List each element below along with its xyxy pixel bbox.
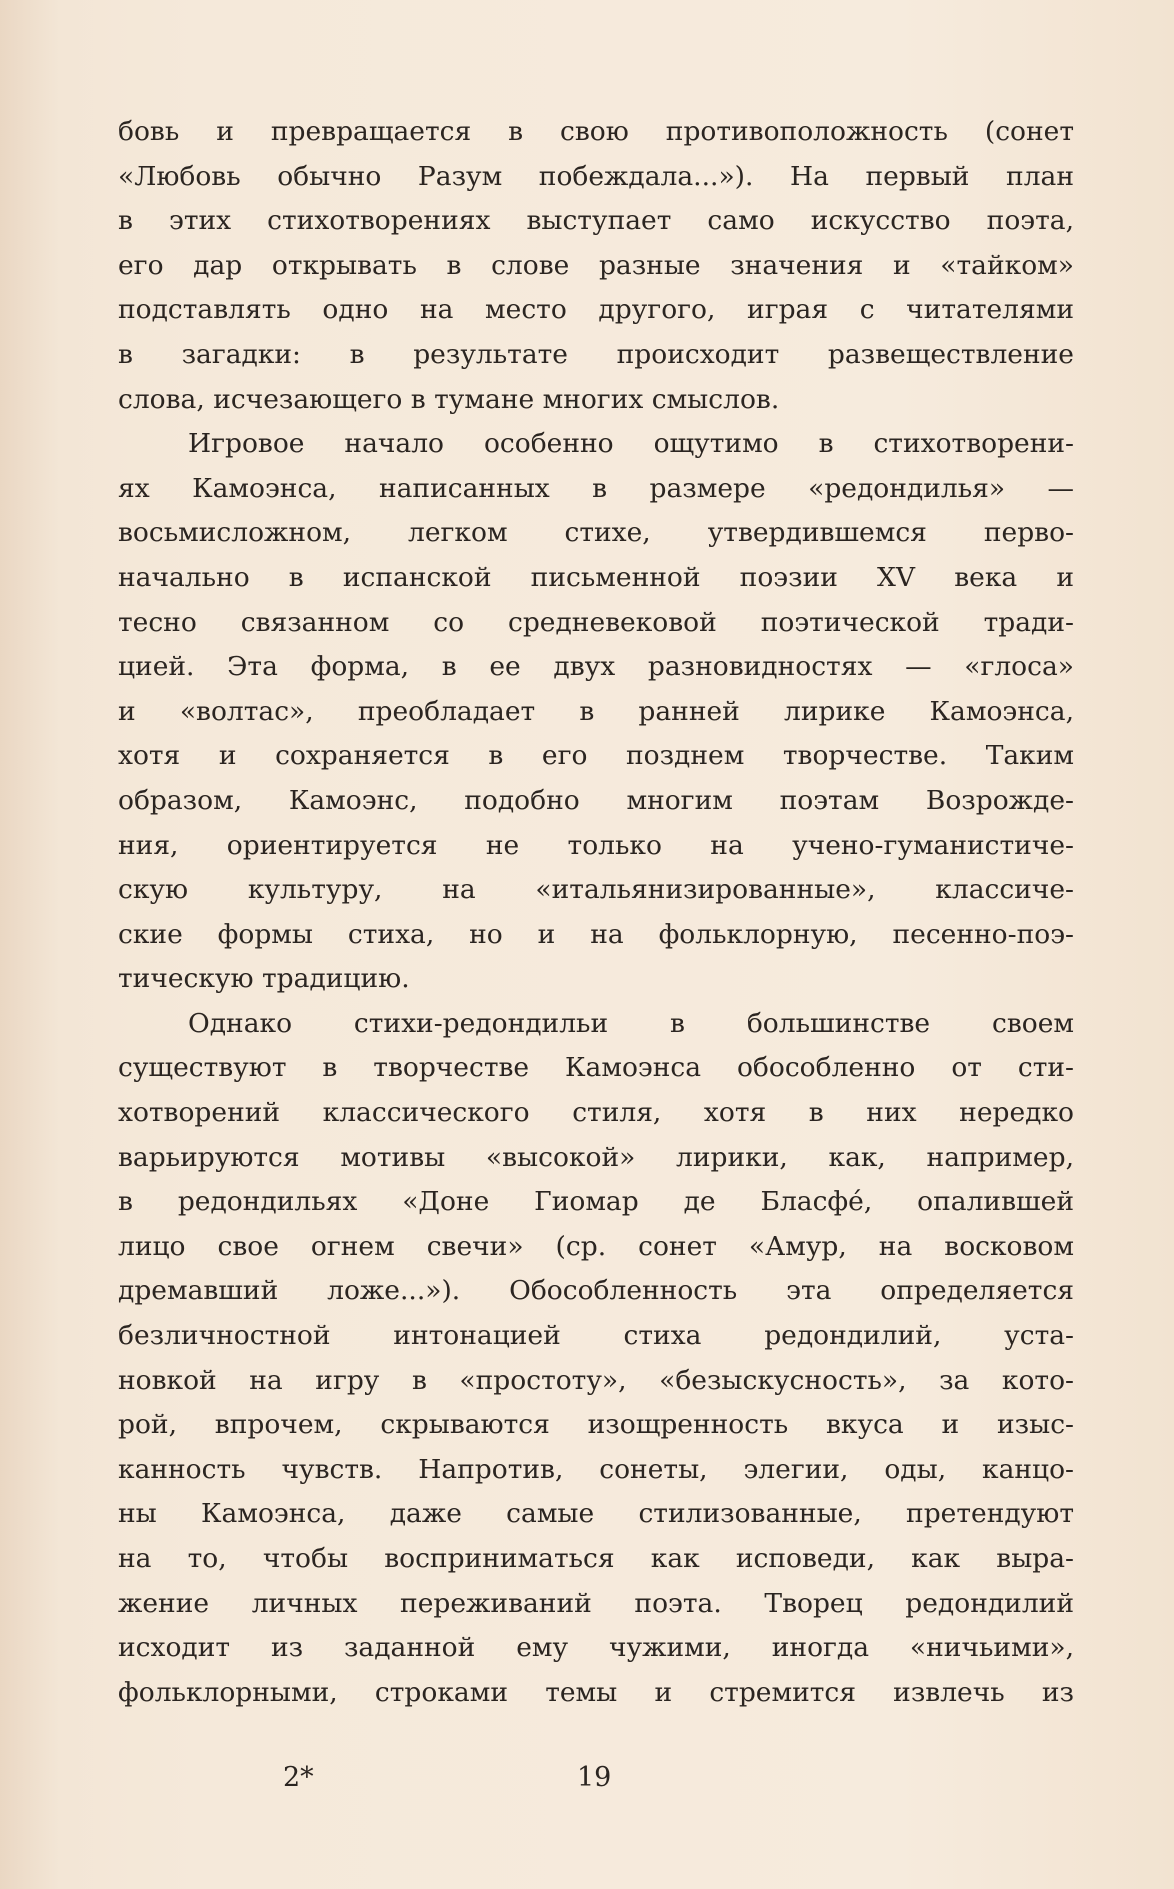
text-line: фольклорными, строками темы и стремится извлечь из — [118, 1676, 1074, 1708]
text-line: Игровое начало особенно ощутимо в стихотворени- — [188, 428, 1074, 460]
text-line: слова, исчезающего в тумане многих смыслов. — [118, 383, 780, 415]
text-line: подставлять одно на место другого, играя с читателями — [118, 294, 1074, 326]
signature-mark: 2* — [283, 1762, 314, 1793]
text-line: в редондильях «Доне Гиомар де Бласфé, опалившей — [118, 1186, 1074, 1218]
text-line: тесно связанном со средневековой поэтической тради- — [118, 606, 1074, 638]
text-line: в загадки: в результате происходит развеществление — [118, 338, 1074, 370]
text-line: скую культуру, на «итальянизированные», классиче- — [118, 874, 1074, 906]
text-line: новкой на игру в «простоту», «безыскусность», за кото- — [118, 1364, 1074, 1396]
text-line: и «волтас», преобладает в ранней лирике Камоэнса, — [118, 695, 1074, 727]
text-line: начально в испанской письменной поэзии XV века и — [118, 561, 1074, 593]
body-text — [118, 110, 1074, 1715]
text-line: образом, Камоэнс, подобно многим поэтам Возрожде- — [118, 784, 1074, 816]
text-line: варьируются мотивы «высокой» лирики, как, например, — [118, 1141, 1074, 1173]
text-line: жение личных переживаний поэта. Творец редондилий — [118, 1587, 1074, 1619]
text-line: безличностной интонацией стиха редондилий, уста- — [118, 1320, 1074, 1352]
text-line: исходит из заданной ему чужими, иногда «ничьими», — [118, 1632, 1074, 1664]
text-line: восьмисложном, легком стихе, утвердившемся перво- — [118, 517, 1074, 549]
text-line: хотя и сохраняется в его позднем творчестве. Таким — [118, 740, 1074, 772]
text-line: хотворений классического стиля, хотя в них нередко — [118, 1097, 1074, 1129]
text-line: рой, впрочем, скрываются изощренность вкуса и изыс- — [118, 1409, 1074, 1441]
text-line: ны Камоэнса, даже самые стилизованные, претендуют — [118, 1498, 1074, 1530]
page-footer — [0, 1762, 1174, 1802]
text-line: в этих стихотворениях выступает само искусство поэта, — [118, 205, 1074, 237]
text-line: его дар открывать в слове разные значения и «тайком» — [118, 249, 1074, 281]
text-line: «Любовь обычно Разум побеждала...»). На первый план — [118, 160, 1074, 192]
text-line: цией. Эта форма, в ее двух разновидностях — «глоса» — [118, 651, 1074, 683]
text-line: существуют в творчестве Камоэнса обособленно от сти- — [118, 1052, 1074, 1084]
text-line: лицо свое огнем свечи» (ср. сонет «Амур, на восковом — [118, 1230, 1074, 1262]
text-line: ях Камоэнса, написанных в размере «редондилья» — — [118, 472, 1074, 504]
page-number: 19 — [577, 1762, 612, 1793]
text-line: ния, ориентируется не только на учено-гуманистиче- — [118, 829, 1074, 861]
text-line: тическую традицию. — [118, 963, 410, 995]
text-line: на то, чтобы восприниматься как исповеди, как выра- — [118, 1543, 1074, 1574]
text-line: канность чувств. Напротив, сонеты, элегии, оды, канцо- — [118, 1453, 1074, 1485]
text-line: бовь и превращается в свою противоположность (сонет — [118, 116, 1074, 147]
text-line: ские формы стиха, но и на фольклорную, песенно-поэ- — [118, 918, 1074, 950]
text-line: Однако стихи-редондильи в большинстве своем — [188, 1007, 1074, 1039]
text-line: дремавший ложе...»). Обособленность эта определяется — [118, 1275, 1074, 1307]
